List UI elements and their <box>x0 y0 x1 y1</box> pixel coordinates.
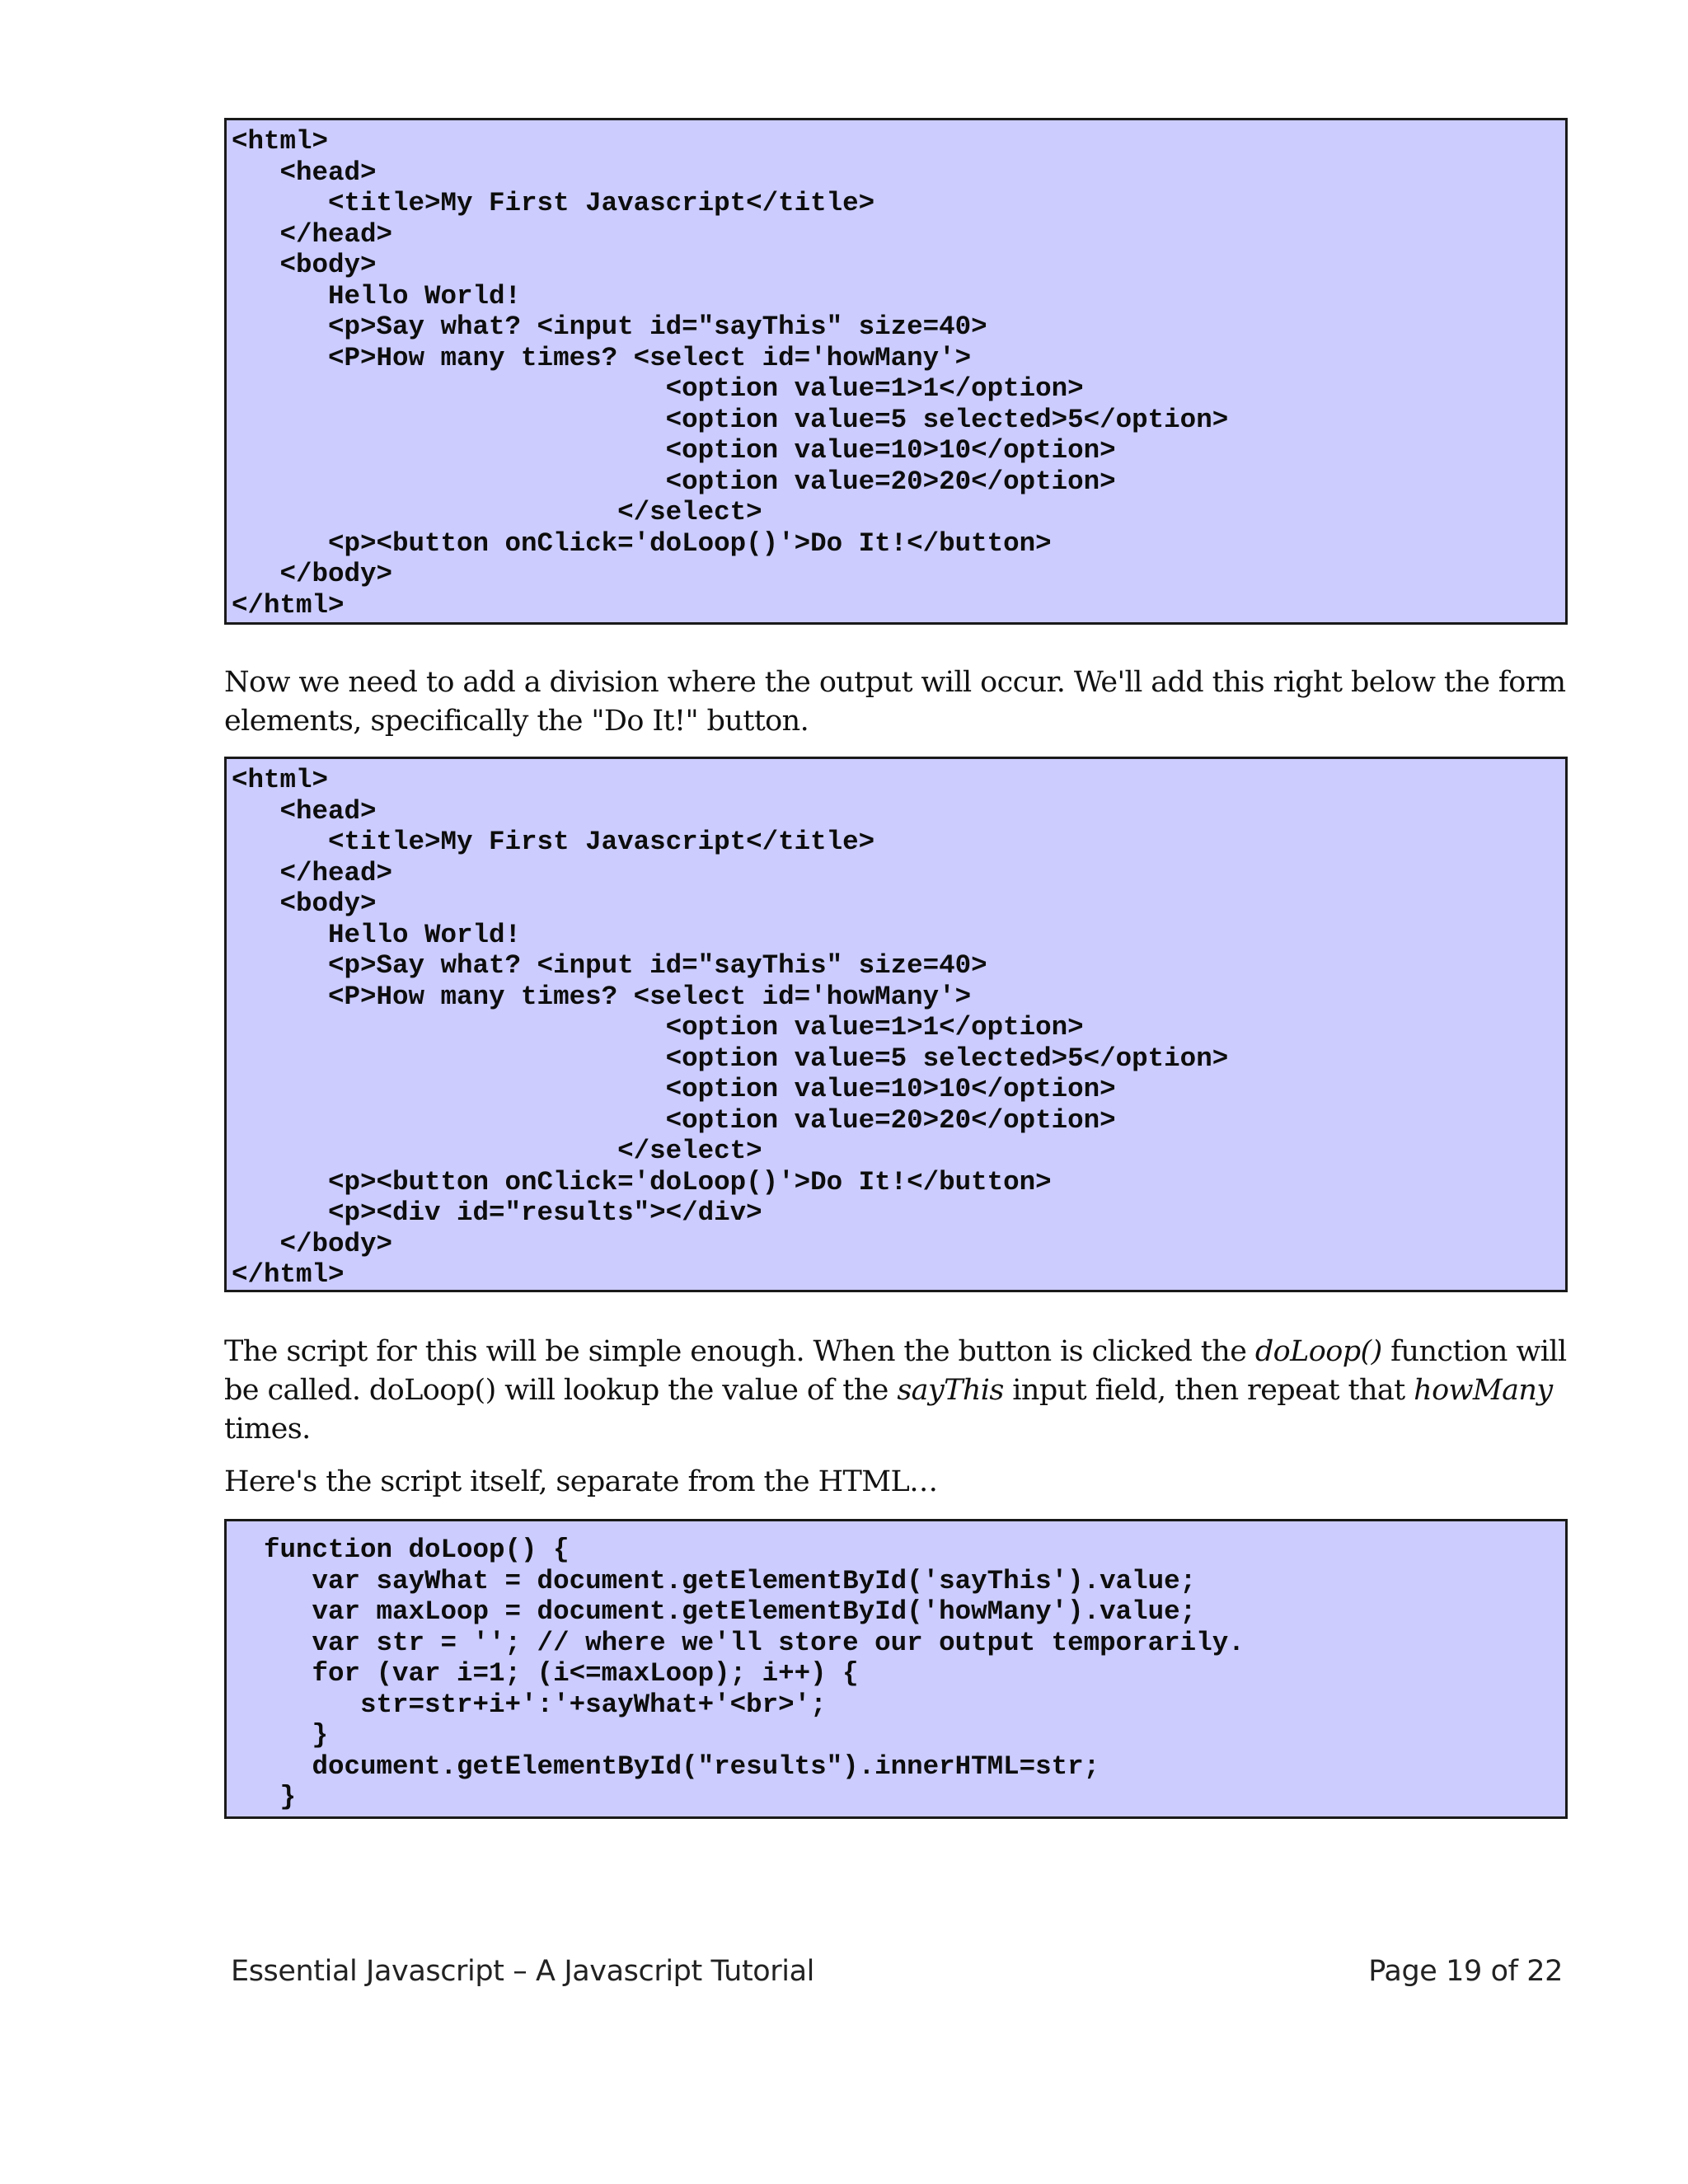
code-line: <head> <box>232 157 377 188</box>
code-line: <html> <box>232 765 329 795</box>
function-name-emphasis: doLoop() <box>1254 1335 1382 1368</box>
code-line: <p><div id="results"></div> <box>232 1197 762 1228</box>
code-line: <p>Say what? <input id="sayThis" size=40> <box>232 312 987 342</box>
code-line: </head> <box>232 218 393 250</box>
code-line: document.getElementById("results").innerHTML=str; <box>232 1750 1100 1782</box>
code-line: <option value=20>20</option> <box>232 466 1116 497</box>
code-line: var str = ''; // where we'll store our output temporarily. <box>232 1627 1245 1658</box>
html-code-block-2 <box>224 757 1568 1292</box>
code-line: var sayWhat = document.getElementById('sayThis').value; <box>232 1565 1197 1596</box>
code-line: <title>My First Javascript</title> <box>232 827 875 857</box>
code-line: <option value=1>1</option> <box>232 1012 1084 1043</box>
code-line: } <box>232 1782 297 1812</box>
code-line: </select> <box>232 1136 762 1166</box>
footer-document-title: Essential Javascript – A Javascript Tutorial <box>231 1955 814 1988</box>
code-line: <body> <box>232 250 377 280</box>
paragraph-text: function will be called. doLoop() will lookup the value of the <box>224 1335 1567 1407</box>
field-name-emphasis: sayThis <box>897 1374 1004 1407</box>
code-line: <p><button onClick='doLoop()'>Do It!</button> <box>232 1166 1052 1197</box>
code-line: </body> <box>232 559 393 589</box>
code-line: </html> <box>232 1259 345 1290</box>
code-line: <option value=1>1</option> <box>232 373 1084 404</box>
paragraph-text: input field, then repeat that <box>1003 1374 1414 1407</box>
paragraph-script-intro: Here's the script itself, separate from the HTML… <box>224 1465 938 1498</box>
code-line: <P>How many times? <select id='howMany'> <box>232 342 972 373</box>
code-line: <p><button onClick='doLoop()'>Do It!</button> <box>232 527 1052 559</box>
code-line: </body> <box>232 1228 393 1259</box>
code-line: var maxLoop = document.getElementById('howMany').value; <box>232 1596 1197 1627</box>
code-line: </select> <box>232 497 762 527</box>
code-line: <option value=20>20</option> <box>232 1104 1116 1136</box>
code-line: <html> <box>232 126 329 157</box>
footer-page-number: Page 19 of 22 <box>1368 1955 1563 1988</box>
code-line: <body> <box>232 888 377 919</box>
code-line: <title>My First Javascript</title> <box>232 188 875 218</box>
paragraph-text: times. <box>224 1413 311 1446</box>
code-line: <option value=10>10</option> <box>232 435 1116 466</box>
code-line: </head> <box>232 857 393 888</box>
code-line: <head> <box>232 795 377 827</box>
code-line: str=str+i+':'+sayWhat+'<br>'; <box>232 1689 827 1720</box>
code-line: function doLoop() { <box>232 1535 570 1565</box>
paragraph-script-explanation <box>224 1333 1576 1449</box>
code-line: } <box>232 1720 329 1750</box>
code-line: <option value=10>10</option> <box>232 1074 1116 1104</box>
code-line: <p>Say what? <input id="sayThis" size=40> <box>232 950 987 981</box>
code-line: Hello World! <box>232 919 522 950</box>
javascript-code-block <box>224 1519 1568 1819</box>
code-line: <option value=5 selected>5</option> <box>232 1043 1229 1074</box>
select-name-emphasis: howMany <box>1414 1374 1553 1407</box>
html-code-block-1 <box>224 118 1568 625</box>
paragraph-add-division: Now we need to add a division where the output will occur. We'll add this right below the form elements, specifically the "Do It!" button. <box>224 666 1566 738</box>
code-line: <option value=5 selected>5</option> <box>232 404 1229 435</box>
code-line: <P>How many times? <select id='howMany'> <box>232 981 972 1012</box>
paragraph-text: The script for this will be simple enough. When the button is clicked the <box>224 1335 1255 1368</box>
code-line: for (var i=1; (i<=maxLoop); i++) { <box>232 1658 859 1689</box>
code-line: </html> <box>232 589 345 621</box>
code-line: Hello World! <box>232 280 522 312</box>
